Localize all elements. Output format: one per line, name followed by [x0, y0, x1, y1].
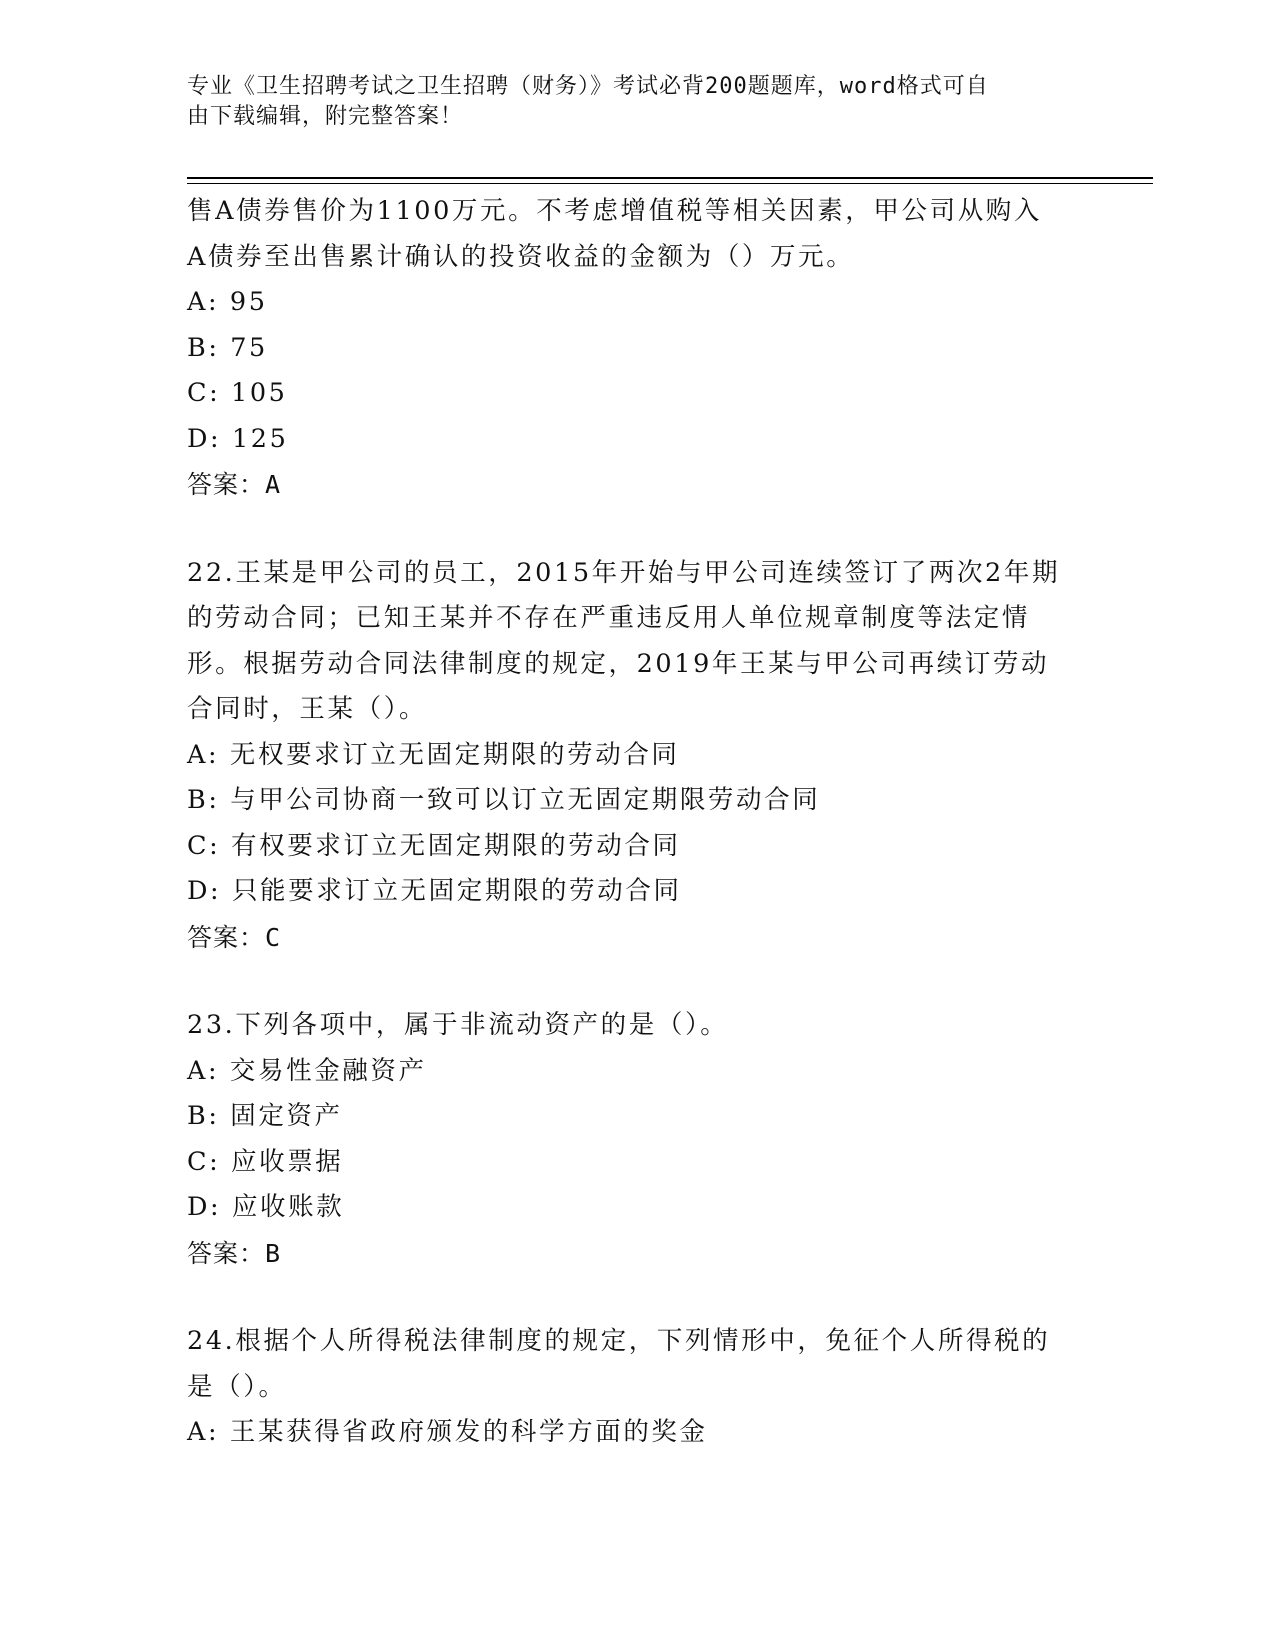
option-c: C: 有权要求订立无固定期限的劳动合同 [187, 830, 681, 861]
document-header [187, 72, 1067, 132]
option-a: A: 交易性金融资产 [187, 1055, 427, 1086]
answer-label: 答案：A [187, 470, 282, 499]
question-24 [187, 1319, 1087, 1456]
spacer [187, 960, 1087, 1003]
option-d: D: 只能要求订立无固定期限的劳动合同 [187, 876, 682, 906]
question-stem-line: A债券至出售累计确认的投资收益的金额为（）万元。 [187, 241, 855, 272]
question-stem-line: 22.王某是甲公司的员工，2015年开始与甲公司连续签订了两次2年期 [187, 557, 1061, 588]
option-a: A: 王某获得省政府颁发的科学方面的奖金 [187, 1417, 708, 1447]
option-c: C: 105 [187, 378, 288, 408]
question-stem-line: 23.下列各项中，属于非流动资产的是（）。 [187, 1010, 729, 1040]
question-stem-line: 是（）。 [187, 1371, 287, 1402]
answer-label: 答案：C [187, 922, 282, 952]
question-stem-line: 合同时，王某（）。 [187, 694, 428, 724]
option-d: D: 125 [187, 423, 289, 454]
header-divider-thick [187, 177, 1153, 179]
question-stem-line: 的劳动合同；已知王某并不存在严重违反用人单位规章制度等法定情 [187, 603, 1031, 633]
option-b: B: 固定资产 [187, 1101, 343, 1131]
spacer [187, 508, 1087, 551]
question-stem-line: 24.根据个人所得税法律制度的规定，下列情形中，免征个人所得税的 [187, 1326, 1051, 1356]
question-content [187, 189, 1087, 1456]
question-stem-line: 售A债券售价为1100万元。不考虑增值税等相关因素，甲公司从购入 [187, 196, 1043, 226]
option-b: B: 75 [187, 332, 268, 363]
spacer [187, 1276, 1087, 1319]
option-c: C: 应收票据 [187, 1146, 344, 1177]
header-line-2: 由下载编辑，附完整答案！ [187, 104, 464, 129]
question-22 [187, 551, 1087, 961]
question-21 [187, 189, 1087, 508]
option-a: A: 95 [187, 287, 268, 317]
option-b: B: 与甲公司协商一致可以订立无固定期限劳动合同 [187, 785, 821, 815]
question-stem-line: 形。根据劳动合同法律制度的规定，2019年王某与甲公司再续订劳动 [187, 648, 1050, 679]
option-d: D: 应收账款 [187, 1192, 345, 1222]
option-a: A: 无权要求订立无固定期限的劳动合同 [187, 739, 680, 770]
question-23 [187, 1003, 1087, 1276]
header-line-1: 专业《卫生招聘考试之卫生招聘（财务）》考试必背200题题库，word格式可自 [187, 74, 989, 99]
header-divider-thin [187, 183, 1153, 184]
answer-label: 答案：B [187, 1238, 282, 1268]
